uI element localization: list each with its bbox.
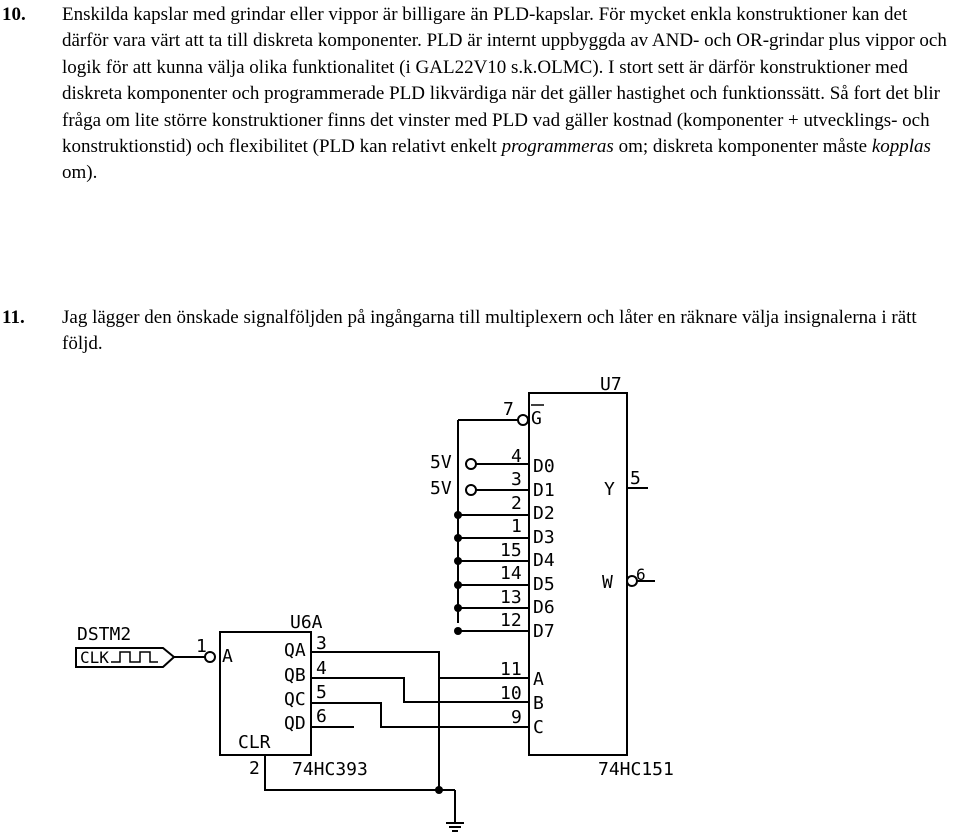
pin-name: A xyxy=(533,669,544,690)
pin-number: 12 xyxy=(500,610,522,631)
pin-number: 10 xyxy=(500,683,522,704)
mux-part-label: 74HC151 xyxy=(598,759,674,780)
pin-name: QC xyxy=(284,689,306,710)
pin-name: D0 xyxy=(533,456,555,477)
pin-number: 4 xyxy=(511,446,522,467)
output-y-name: Y xyxy=(604,479,615,500)
pin-number: 4 xyxy=(316,658,327,679)
pin-name: CLR xyxy=(238,732,271,753)
pin-number: 14 xyxy=(500,563,522,584)
pin-name: D7 xyxy=(533,621,555,642)
mux-ref-label: U7 xyxy=(600,374,622,395)
pin-name: QB xyxy=(284,665,306,686)
pin-name: B xyxy=(533,693,544,714)
gate-pin-name: G xyxy=(531,408,542,429)
pin-number: 15 xyxy=(500,540,522,561)
pin-name: D4 xyxy=(533,550,555,571)
pin-number: 3 xyxy=(511,469,522,490)
pin-number: 11 xyxy=(500,659,522,680)
pin-number: 3 xyxy=(316,633,327,654)
answer-text: Jag lägger den önskade signalföljden på ingångarna till multiplexern och låter en räknare välja insignalerna i rätt följd. xyxy=(62,307,917,355)
pin-name: C xyxy=(533,717,544,738)
clock-source-label: CLK xyxy=(80,648,109,667)
pin-name: D2 xyxy=(533,503,555,524)
vcc-label: 5V xyxy=(430,478,452,499)
pin-name: A xyxy=(222,646,233,667)
pin-name: D6 xyxy=(533,597,555,618)
pin-number: 2 xyxy=(511,493,522,514)
pin-name: QA xyxy=(284,640,306,661)
pin-number: 2 xyxy=(249,758,260,779)
emphasis-kopplas: kopplas xyxy=(871,136,931,158)
pin-number: 5 xyxy=(316,682,327,703)
question-number: 10. xyxy=(2,4,26,25)
pin-number: 1 xyxy=(196,636,207,657)
pin-number: 9 xyxy=(511,707,522,728)
clock-source-name: DSTM2 xyxy=(77,624,132,645)
gate-pin-number: 7 xyxy=(503,399,514,420)
counter-part-label: 74HC393 xyxy=(292,759,368,780)
output-w-name: W xyxy=(602,572,613,593)
pin-name: D3 xyxy=(533,527,555,548)
counter-ref-label: U6A xyxy=(290,612,323,633)
emphasis-programmeras: programmeras xyxy=(501,136,614,158)
vcc-label: 5V xyxy=(430,452,452,473)
pin-name: D5 xyxy=(533,574,555,595)
answer-text-part: om). xyxy=(62,162,98,184)
output-y-number: 5 xyxy=(630,468,641,489)
output-w-number: 6 xyxy=(636,565,646,584)
pin-number: 1 xyxy=(511,516,522,537)
pin-name: D1 xyxy=(533,480,555,501)
pin-name: QD xyxy=(284,713,306,734)
question-number: 11. xyxy=(2,307,25,328)
answer-text-part: Enskilda kapslar med grindar eller vippor är billigare än PLD-kapslar. För mycket enkla konstruktioner kan det därför vara värt att ta till diskreta komponenter. PLD är internt uppbyggda av AND- och OR-grindar plus vippor och logik för att kunna välja olika funktionalitet (i GAL22V10 s.k.OLMC). I stort sett är därför konstruktioner med diskreta komponenter och programmerade PLD likvärdiga när det gäller hastighet och funktionssätt. Så fort det blir fråga om lite större konstruktioner finns det vinster med PLD vad gäller kostnad (komponenter + utvecklings- och konstruktionstid) och flexibilitet (PLD kan relativt enkelt xyxy=(62,4,947,158)
answer-text-part: om; diskreta komponenter måste xyxy=(613,136,872,158)
pin-number: 13 xyxy=(500,587,522,608)
pin-number: 6 xyxy=(316,706,327,727)
